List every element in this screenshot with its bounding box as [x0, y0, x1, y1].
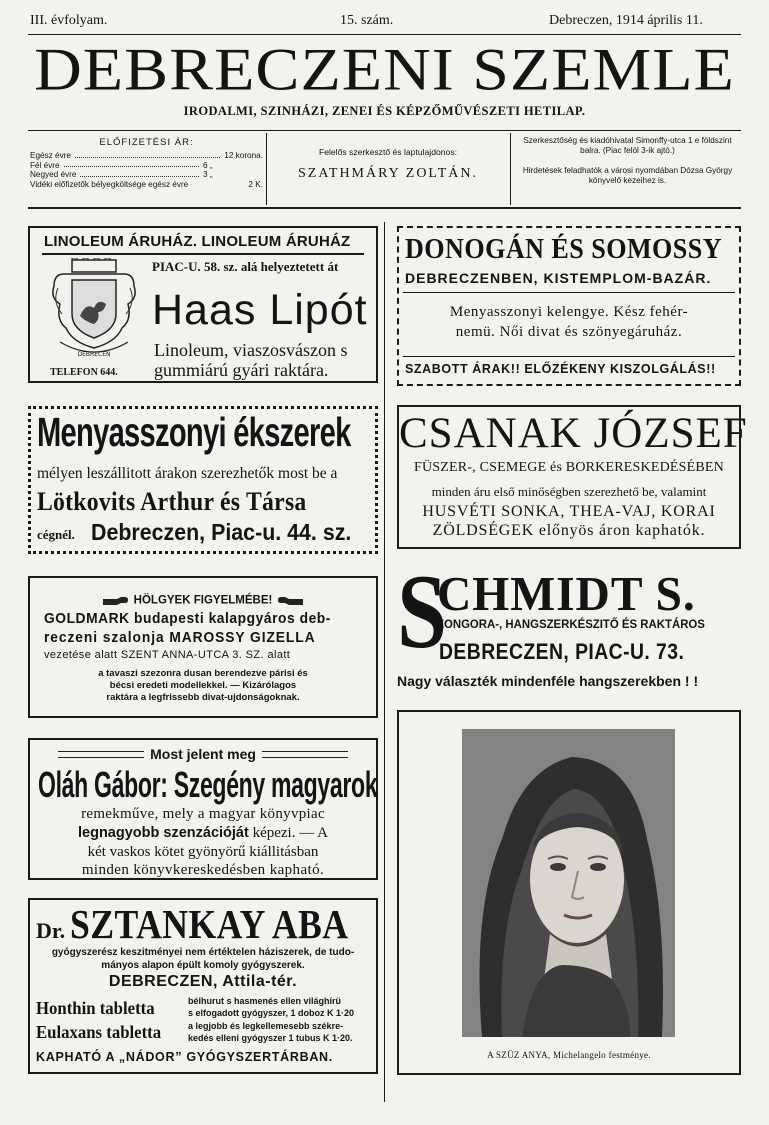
crest-lettering: DEBRECEN [77, 351, 111, 358]
donogan-location: DEBRECZENBEN, KISTEMPLOM-BAZÁR. [405, 270, 712, 286]
linoleum-heading: LINOLEUM ÁRUHÁZ. LINOLEUM ÁRUHÁZ [44, 233, 351, 250]
sztankay-product-2: Eulaxans tabletta [36, 1022, 162, 1042]
olah-line-2: legnagyobb szenzációját képezi. — A [78, 825, 328, 841]
lotkovits-heading: Menyasszonyi ékszerek [37, 409, 351, 455]
linoleum-phone: TELEFON 644. [50, 367, 118, 378]
sztankay-product-1: Honthin tabletta [36, 998, 155, 1018]
goldmark-line-1: GOLDMARK budapesti kalapgyáros deb- [44, 610, 331, 627]
csanak-line-3: HUSVÉTI SONKA, THEA-VAJ, KORAI [422, 503, 716, 520]
ad-schmidt [397, 553, 741, 695]
lotkovits-address: Debreczen, Piac-u. 44. sz. [91, 519, 352, 545]
lotkovits-name: Lötkovits Arthur és Társa [37, 487, 307, 516]
masthead-subtitle: IRODALMI, SZINHÁZI, ZENEI ÉS KÉPZŐMŰVÉSZETI HETILAP. [183, 104, 586, 118]
madonna-portrait-image [462, 729, 675, 1037]
sztankay-prefix: Dr. [36, 918, 66, 943]
csanak-line-4: ZÖLDSÉGEK előnyös áron kaphatók. [432, 522, 706, 539]
sztankay-line-2: mányos alapon épült komoly gyógyszerek. [101, 960, 305, 971]
city-crest-icon [46, 258, 142, 364]
sztankay-name-row [36, 900, 390, 948]
schmidt-line-3: Nagy választék mindenféle hangszerekben ! ! [397, 673, 699, 689]
ad-goldmark [28, 576, 378, 718]
office-block [514, 136, 741, 186]
olah-line-4: minden könyvkereskedésben kapható. [81, 862, 325, 878]
goldmark-line-6: raktára a legfrissebb divat-ujdonságoknak. [106, 692, 300, 703]
csanak-line-1: FÜSZER-, CSEMEGE és BORKERESKEDÉSÉBEN [414, 460, 724, 475]
pointing-hand-icon [277, 591, 303, 610]
sztankay-city: DEBRECZEN, Attila-tér. [108, 973, 298, 990]
sztankay-name: SZTANKAY ABA [70, 901, 349, 947]
donogan-desc-2: nemü. Női divat és szönyegáruház. [455, 324, 683, 340]
sztankay-product-1-desc-1: bélhurut s hasmenés ellen világhírü [188, 996, 342, 1006]
sztankay-footer: KAPHATÓ A „NÁDOR” GYÓGYSZERTÁRBAN. [36, 1050, 333, 1064]
editor-block [270, 133, 506, 205]
donogan-footer: SZABOTT ÁRAK!! ELŐZÉKENY KISZOLGÁLÁS!! [405, 362, 716, 376]
picture-caption: A SZÜZ ANYA, Michelangelo festménye. [487, 1050, 651, 1060]
sztankay-line-1: gyógyszerész keszitményei nem értéktelen háziszerek, de tudo- [51, 947, 355, 958]
goldmark-heading: HÖLGYEK FIGYELMÉBE! [133, 594, 273, 607]
linoleum-address: PIAC-U. 58. sz. alá helyeztetett át [152, 259, 339, 274]
olah-heading-row [58, 746, 348, 762]
office-address: Szerkesztőség és kiadóhivatal Simonffy-utca 1 e földszint balra. (Piac felöl 3-ik ajtó.) [523, 136, 732, 155]
ad-donogan [397, 226, 741, 386]
olah-title: Oláh Gábor: Szegény magyarok [38, 764, 378, 805]
goldmark-line-3: vezetése alatt SZENT ANNA-UTCA 3. SZ. alatt [44, 649, 291, 661]
ad-linoleum [28, 226, 378, 383]
linoleum-desc-1: Linoleum, viaszosvászon s [154, 340, 348, 360]
volume-label: III. évfolyam. [30, 13, 108, 28]
sztankay-product-2-desc-1: a legjobb és legkellemesebb székre- [188, 1021, 344, 1031]
sztankay-product-1-desc-2: s elfogadott gyógyszer, 1 doboz K 1·20 [188, 1008, 355, 1018]
ad-lotkovits [28, 406, 378, 554]
pointing-hand-icon [103, 591, 129, 610]
subscription-block [30, 133, 263, 205]
editor-name: SZATHMÁRY ZOLTÁN. [298, 166, 478, 181]
olah-line-3: két vaskos kötet gyönyörű kiállitásban [87, 844, 319, 860]
csanak-name: CSANAK JÓZSEF [399, 410, 748, 457]
schmidt-name: CHMIDT S. [437, 566, 696, 621]
subscription-row: Vidéki előfizetők bélyegköltsége egész évre 2 K. [30, 179, 263, 189]
subscription-row: Egész évre 12 korona. [30, 151, 263, 160]
subscription-row: Negyed évre 3 „ [30, 170, 213, 180]
ad-sztankay [28, 898, 378, 1074]
csanak-line-2: minden áru első minőségben szerezhető be, valamint [431, 484, 707, 499]
picture-frame [397, 710, 741, 1075]
schmidt-initial: S [397, 553, 448, 670]
donogan-name: DONOGÁN ÉS SOMOSSY [405, 233, 723, 265]
masthead-title: DEBRECZENI SZEMLE [34, 36, 735, 104]
ad-csanak [397, 405, 748, 549]
linoleum-name: Haas Lipót [152, 286, 368, 334]
goldmark-heading-row [30, 590, 376, 610]
ad-olah [28, 738, 378, 880]
sztankay-product-2-desc-2: kedés elleni gyógyszer 1 tubus K 1·20. [188, 1033, 353, 1043]
lotkovits-cegnel: cégnél. [37, 527, 75, 542]
donogan-desc-1: Menyasszonyi kelengye. Kész fehér- [449, 304, 689, 320]
issue-number: 15. szám. [340, 13, 394, 28]
olah-line-1: remekműve, mely a magyar könyvpiac [81, 806, 325, 822]
lotkovits-line: mélyen leszállitott árakon szerezhetők most be a [37, 465, 338, 482]
goldmark-line-2: reczeni szalonja MAROSSY GIZELLA [44, 629, 316, 646]
editor-label: Felelős szerkesztő és laptulajdonos: [318, 147, 458, 157]
place-date: Debreczen, 1914 április 11. [549, 13, 703, 28]
subscription-row: Fél évre 6 „ [30, 160, 213, 170]
goldmark-line-5: bécsi eredeti modellekkel. — Kizárólagos [109, 680, 297, 691]
office-ads-info: Hirdetések feladhatók a városi nyomdában Dózsa György könyvelő kezeihez is. [522, 166, 733, 185]
goldmark-line-4: a tavaszi szezonra dusan berendezve párisi és [98, 668, 308, 679]
olah-heading: Most jelent meg [150, 746, 256, 762]
schmidt-line-2: DEBRECZEN, PIAC-U. 73. [439, 639, 685, 664]
linoleum-desc-2: gummiárú gyári raktára. [154, 360, 329, 380]
subscription-title: ELŐFIZETÉSI ÁR: [99, 137, 194, 148]
schmidt-line-1: ZONGORA-, HANGSZERKÉSZITŐ ÉS RAKTÁROS [437, 617, 705, 631]
